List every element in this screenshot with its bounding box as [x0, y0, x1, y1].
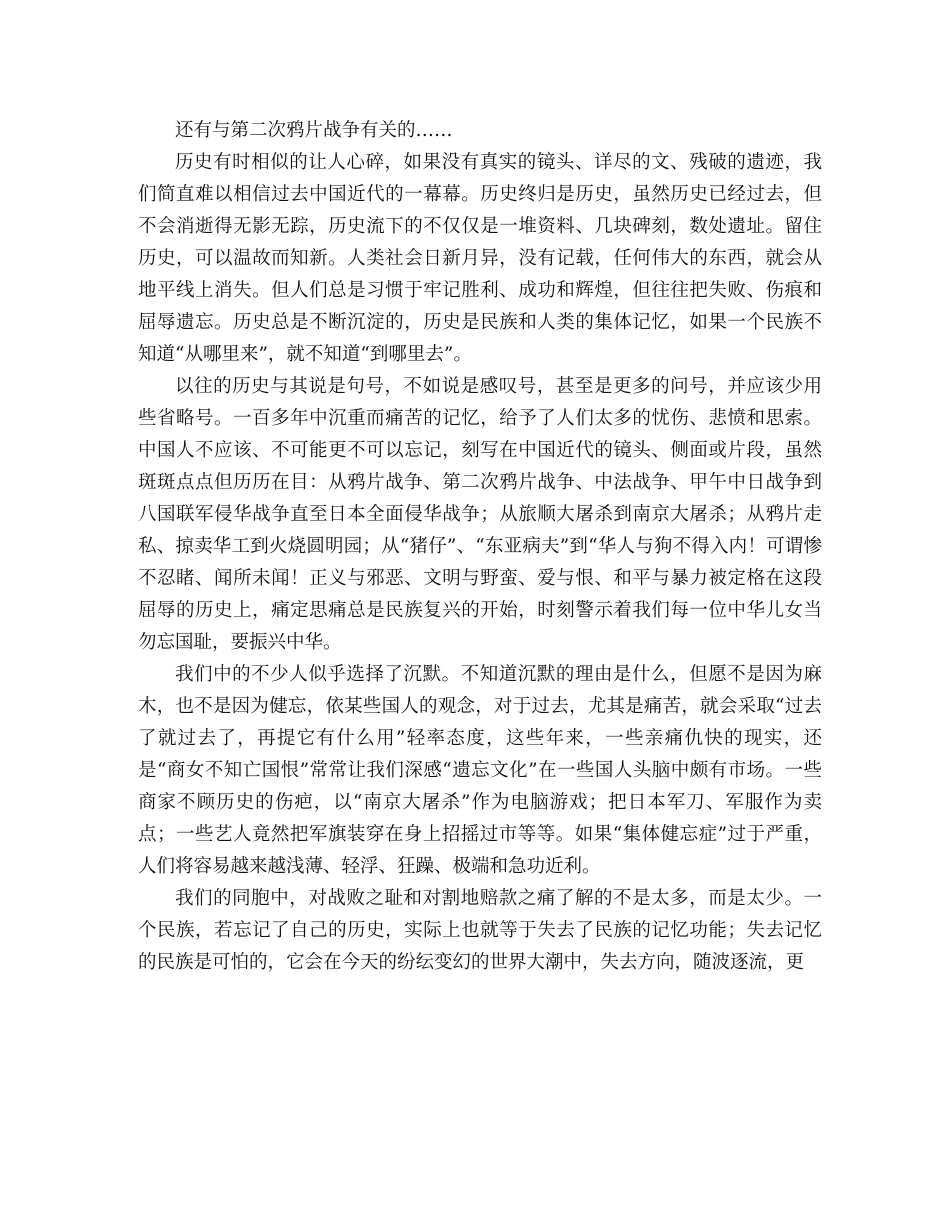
paragraph-1: 还有与第二次鸦片战争有关的……: [175, 120, 453, 141]
document-body: [138, 115, 822, 979]
paragraph-3: 以往的历史与其说是句号，不如说是感叹号，甚至是更多的问号，并应该少用些省略号。一百多年中沉重而痛苦的记忆，给予了人们太多的忧伤、悲愤和思索。中国人不应该、不可能更不可以忘记，刻写在中国近代的镜头、侧面或片段，虽然斑斑点点但历历在目：从鸦片战争、第二次鸦片战争、中法战争、甲午中日战争到八国联军侵华战争直至日本全面侵华战争；从旅顺大屠杀到南京大屠杀；从鸦片走私、掠卖华工到火烧圆明园；从“猪仔”、“东亚病夫”到“华人与狗不得入内！可谓惨不忍睹、闻所未闻！正义与邪恶、文明与野蛮、爱与恨、和平与暴力被定格在这段屈辱的历史上，痛定思痛总是民族复兴的开始，时刻警示着我们每一位中华儿女当勿忘国耻，要振兴中华。: [138, 376, 822, 653]
paragraph-2: 历史有时相似的让人心碎，如果没有真实的镜头、详尽的文、残破的遗迹，我们简直难以相信过去中国近代的一幕幕。历史终归是历史，虽然历史已经过去，但不会消逝得无影无踪，历史流下的不仅仅是一堆资料、几块碑刻，数处遗址。留住历史，可以温故而知新。人类社会日新月异，没有记载，任何伟大的东西，就会从地平线上消失。但人们总是习惯于牢记胜利、成功和辉煌，但往往把失败、伤痕和屈辱遗忘。历史总是不断沉淀的，历史是民族和人类的集体记忆，如果一个民族不知道“从哪里来”，就不知道“到哪里去”。: [138, 152, 822, 365]
paragraph-5: 我们的同胞中，对战败之耻和对割地赔款之痛了解的不是太多，而是太少。一个民族，若忘记了自己的历史，实际上也就等于失去了民族的记忆功能；失去记忆的民族是可怕的，它会在今天的纷纭变幻的世界大潮中，失去方向，随波逐流，更: [138, 888, 822, 973]
paragraph-4: 我们中的不少人似乎选择了沉默。不知道沉默的理由是什么，但愿不是因为麻木，也不是因为健忘，依某些国人的观念，对于过去，尤其是痛苦，就会采取“过去了就过去了，再提它有什么用”轻率态度，这些年来，一些亲痛仇快的现实，还是“商女不知亡国恨”常常让我们深感“遗忘文化”在一些国人头脑中颇有市场。一些商家不顾历史的伤疤，以“南京大屠杀”作为电脑游戏；把日本军刀、军服作为卖点；一些艺人竟然把军旗装穿在身上招摇过市等等。如果“集体健忘症”过于严重，人们将容易越来越浅薄、轻浮、狂躁、极端和急功近利。: [138, 664, 822, 877]
